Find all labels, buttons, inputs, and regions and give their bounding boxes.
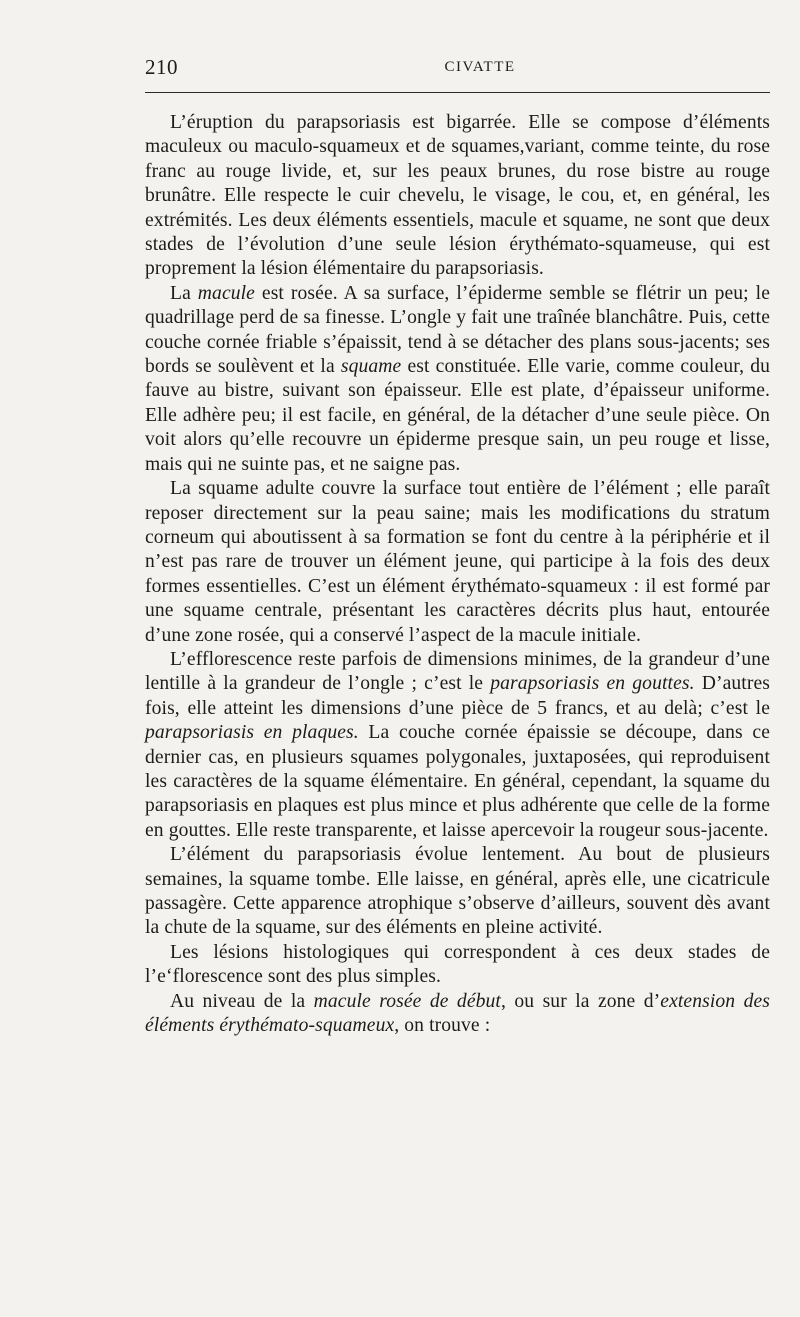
italic-term: macule rosée de début	[313, 990, 501, 1012]
paragraph-7	[145, 990, 770, 1039]
italic-term: parapsoriasis en plaques.	[145, 722, 359, 744]
text-run: , on trouve :	[394, 1015, 491, 1037]
italic-term: macule	[197, 282, 255, 304]
paragraph-1	[145, 111, 770, 282]
text-run: La couche cornée épaissie se découpe, dans ce dernier cas, en plusieurs squames polygonales, juxtaposées, qui reproduisent les caractères de la squame élémentaire. En général, cependant, la squame du parapsoriasis en plaques est plus mince et plus adhérente que celle de la forme en gouttes. Elle reste transparente, et laisse apercevoir la rougeur sous-jacente.	[145, 722, 771, 841]
italic-term: extension des éléments érythémato-squameux	[145, 990, 770, 1037]
italic-term: parapsoriasis en gouttes.	[490, 673, 695, 695]
header-rule	[145, 92, 770, 93]
text-run: La squame adulte couvre la surface tout entière de l’élément ; elle paraît reposer directement sur la peau saine; mais les modifications du stratum corneum qui aboutissent à sa formation se font du centre à la périphérie et il n’est pas rare de trouver un élément jeune, qui participe à la fois des deux formes essentielles. C’est un élément érythémato-squameux : il est formé par une squame centrale, présentant les caractères décrits plus haut, entourée d’une zone rosée, qui a conservé l’aspect de la macule initiale.	[145, 478, 770, 646]
text-run: , ou sur la zone d’	[500, 990, 661, 1012]
text-run: est rosée. A sa surface, l’épiderme semble se flétrir un peu; le quadrillage perd de sa finesse. L’ongle y fait une traînée blanchâtre. Puis, cette couche cornée friable s’épaissit, tend à se détacher des plans sous-jacents; ses bords se soulèvent et la	[145, 282, 770, 378]
paragraph-6	[145, 941, 770, 990]
text-run: L’éruption du parapsoriasis est bigarrée. Elle se compose d’éléments maculeux ou maculo-squameux et de squames,variant, comme teinte, du rose franc au rouge livide, et, sur les peaux brunes, du rose bistre au rouge brunâtre. Elle respecte le cuir chevelu, le visage, le cou, et, en général, les extrémités. Les deux éléments essentiels, macule et squame, ne sont que deux stades de l’évolution d’une seule lésion érythémato-squameuse, qui est proprement la lésion élémentaire du parapsoriasis.	[145, 112, 770, 280]
paragraph-4	[145, 648, 770, 843]
text-run: est constituée. Elle varie, comme couleur, du fauve au bistre, suivant son épaisseur. Elle est plate, d’épaisseur uniforme. Elle adhère peu; il est facile, en général, de la détacher d’une seule pièce. On voit alors qu’elle recouvre un épiderme presque sain, un peu rouge et lisse, mais qui ne suinte pas, et ne saigne pas.	[145, 356, 771, 475]
italic-term: squame	[340, 356, 402, 378]
text-run: L’élément du parapsoriasis évolue lentement. Au bout de plusieurs semaines, la squame tombe. Elle laisse, en général, après elle, une cicatricule passagère. Cette apparence atrophique s’observe d’ailleurs, souvent dès avant la chute de la squame, sur des éléments en pleine activité.	[145, 844, 770, 939]
text-run: D’autres fois, elle atteint les dimensions d’une pièce de 5 francs, et au delà; c’est le	[145, 673, 770, 719]
text-run: Les lésions histologiques qui correspondent à ces deux stades de l’e‘florescence sont des plus simples.	[145, 941, 770, 988]
text-run: Au niveau de la	[170, 990, 314, 1012]
paragraph-5	[145, 843, 770, 941]
running-head: CIVATTE	[444, 59, 516, 75]
paragraph-2	[145, 282, 770, 477]
page-header	[145, 55, 770, 85]
text-run: La	[170, 282, 198, 304]
text-run: L’efflorescence reste parfois de dimensions minimes, de la grandeur d’une lentille à la grandeur de l’ongle ; c’est le	[145, 648, 770, 695]
body-text	[145, 111, 770, 1038]
page-number: 210	[145, 55, 178, 79]
paragraph-3	[145, 477, 770, 648]
